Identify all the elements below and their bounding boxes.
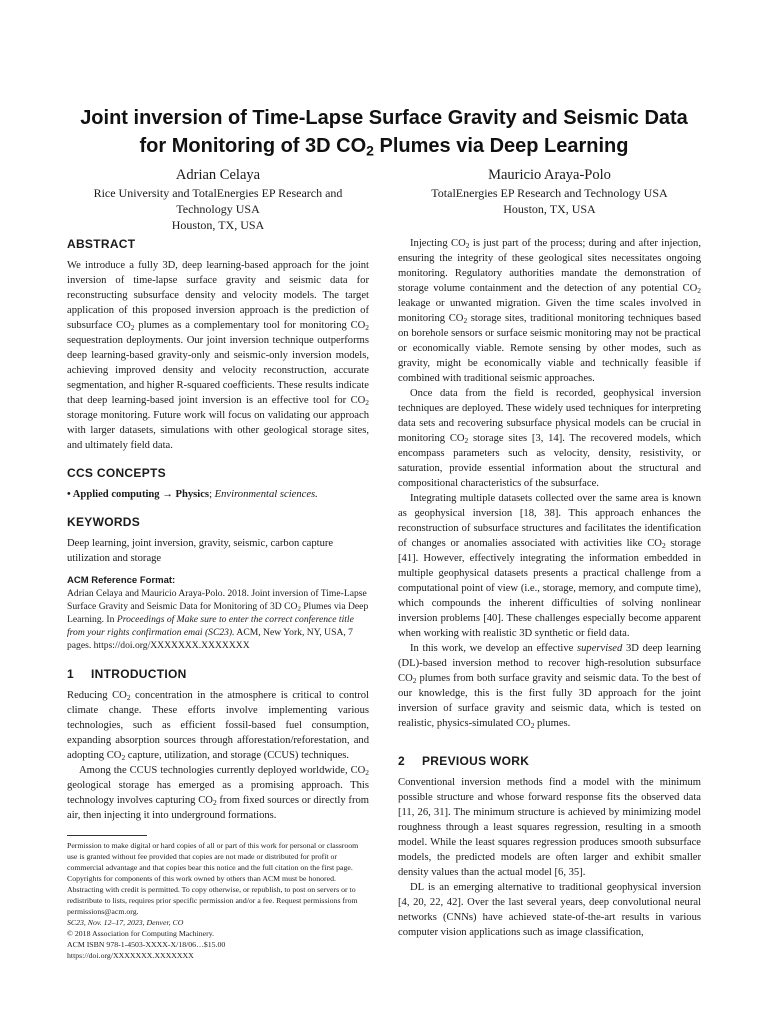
- isbn-text: ACM ISBN 978-1-4503-XXXX-X/18/06…$15.00: [67, 940, 226, 949]
- footnote: [67, 835, 369, 961]
- abstract-heading: ABSTRACT: [67, 237, 136, 251]
- ccs-heading: CCS CONCEPTS: [67, 466, 166, 480]
- previous-paragraph-2: DL is an emerging alternative to traditional geophysical inversion [4, 20, 22, 42]. Over the last several years, deep convolutional neural networks (CNNs) have achieved state-of-the-art results in various computer vision applications such as image classification,: [398, 882, 701, 938]
- right-column: [398, 236, 701, 940]
- intro-paragraph-1: Reducing $CO_2$ concentration in the atmosphere is critical to control climate change. These efforts involve implementing various technologies, such as efficient fossil-based fuel consumption, expanding absorption sources through afforestation/reforestation, and adopting $CO_2$ capture, utilization, and storage (CCUS) techniques.: [67, 690, 369, 762]
- title-line-1: Joint inversion of Time-Lapse Surface Gravity and Seismic Data: [80, 107, 688, 129]
- footnote-rule: [67, 835, 147, 836]
- keywords-text: Deep learning, joint inversion, gravity, seismic, carbon capture utilization and storage: [67, 538, 334, 564]
- doi-link[interactable]: https://doi.org/XXXXXXX.XXXXXXX: [67, 951, 194, 960]
- acm-ref-heading: ACM Reference Format:: [67, 575, 176, 586]
- acm-ref-text: Adrian Celaya and Mauricio Araya-Polo. 2018. Joint inversion of Time-Lapse Surface Gravity and Seismic Data for Monitoring of 3D $CO_2$ Plumes via Deep Learning. In Proceedings of Make sure to enter the correct conference title from your rights confirmation emai (SC23). ACM, New York, NY, USA, 7 pages. https://doi.org/XXXXXXX.XXXXXXX: [67, 588, 369, 651]
- author-affiliation: TotalEnergies EP Research and Technology USA: [431, 186, 668, 200]
- ccs-concepts: • Applied computing → Physics; Environmental sciences.: [67, 489, 318, 500]
- author-2: [398, 166, 701, 217]
- paper-title: [40, 104, 728, 160]
- title-line-2: for Monitoring of 3D $CO_2$ Plumes via Deep Learning: [139, 135, 629, 159]
- previous-work-heading: 2 PREVIOUS WORK: [398, 754, 530, 768]
- author-affiliation: Technology USA: [176, 202, 260, 216]
- intro-paragraph-2: Among the CCUS technologies currently deployed worldwide, $CO_2$ geological storage has emerged as a promising approach. This technology involves capturing $CO_2$ from fixed sources or directly from air, then injecting it into underground formations.: [67, 765, 370, 821]
- author-name: Mauricio Araya-Polo: [488, 167, 611, 183]
- permission-text: Permission to make digital or hard copies of all or part of this work for personal or classroom use is granted without fee provided that copies are not made or distributed for profit or commercial advantage and that copies bear this notice and the full citation on the first page. Copyrights for components of this work owned by others than ACM must be honored. Abstracting with credit is permitted. To copy otherwise, or republish, to post on servers or to redistribute to lists, requires prior specific permission and/or a fee. Request permissions from permissions@acm.org.: [67, 841, 359, 916]
- author-location: Houston, TX, USA: [171, 218, 265, 232]
- intro-heading: 1 INTRODUCTION: [67, 667, 187, 681]
- author-location: Houston, TX, USA: [503, 202, 596, 216]
- left-column: [67, 236, 369, 961]
- abstract-text: We introduce a fully 3D, deep learning-based approach for the joint inversion of time-lapse surface gravity and seismic data for reconstructing subsurface density and velocity models. The target application of this proposed inversion approach is the prediction of subsurface $CO_2$ plumes as a complementary tool for monitoring $CO_2$ sequestration deployments. Our joint inversion technique outperforms deep learning-based gravity-only and seismic-only inversion models, achieving improved density and velocity reconstruction, accurate segmentation, and higher R-squared coefficients. These results indicate that deep learning-based joint inversion is an effective tool for $CO_2$ storage monitoring. Future work will focus on validating our approach with larger datasets, simulations with other geological storage sites, and ultimately field data.: [67, 260, 369, 451]
- author-1: [67, 166, 369, 233]
- author-affiliation: Rice University and TotalEnergies EP Research and: [93, 186, 343, 200]
- author-name: Adrian Celaya: [175, 167, 261, 183]
- keywords-heading: KEYWORDS: [67, 515, 141, 529]
- copyright-text: © 2018 Association for Computing Machinery.: [67, 929, 215, 938]
- right-paragraph-2: Once data from the field is recorded, geophysical inversion techniques are deployed. These widely used techniques for interpreting data sets and recovering subsurface physical models can be crucial in monitoring $CO_2$ storage sites [3, 14]. The recovered models, which encompass parameters such as velocity, density, resistivity, or saturation, provide essential information about the structural and compositional characteristics of the subsurface.: [398, 388, 702, 489]
- right-paragraph-1: Injecting $CO_2$ is just part of the process; during and after injection, ensuring the integrity of these geological sites necessitates ongoing monitoring. Regulatory authorities mandate the demonstration of storage volume containment and the detection of any potential $CO_2$ leakage or unwanted migration. Given the time scales involved in monitoring $CO_2$ storage sites, traditional monitoring techniques based on borehole sensors or surface seismic monitoring may not be practical or economically viable. Remote sensing by other modes, such as gravity, might be economically viable and technically feasible if combined with traditional seismic approaches.: [398, 238, 702, 384]
- right-paragraph-3: Integrating multiple datasets collected over the same area is known as geophysical inversion [18, 38]. This approach enhances the reconstruction of subsurface structures and facilitates the identification of changes or anomalies associated with activities like $CO_2$ storage [41]. However, effectively integrating the information embedded in multiple geophysical datasets presents a practical challenge from a computational point of view (i.e., storage, memory, and compute time), which compounds the inherent difficulties of solving nonlinear inversion problems [40]. These challenges especially become apparent when working with realistic 3D synthetic or field data.: [398, 493, 701, 639]
- previous-paragraph-1: Conventional inversion methods find a model with the minimum possible structure and whose forward response fits the observed data [11, 26, 31]. The minimum structure is achieved by minimizing model roughness through a least squares regression, resulting in a smooth model. While the least squares regression produces smooth subsurface models, the predicted models are often larger and exhibit smaller density values than the actual model [6, 35].: [398, 777, 701, 878]
- right-paragraph-4: In this work, we develop an effective supervised 3D deep learning (DL)-based inversion method to recover high-resolution subsurface $CO_2$ plumes from both surface gravity and seismic data. To the best of our knowledge, this is the first fully 3D approach for the joint inversion of surface gravity and seismic data, which is tested on realistic, physics-simulated $CO_2$ plumes.: [398, 643, 701, 730]
- conference-info: SC23, Nov. 12–17, 2023, Denver, CO: [67, 918, 184, 927]
